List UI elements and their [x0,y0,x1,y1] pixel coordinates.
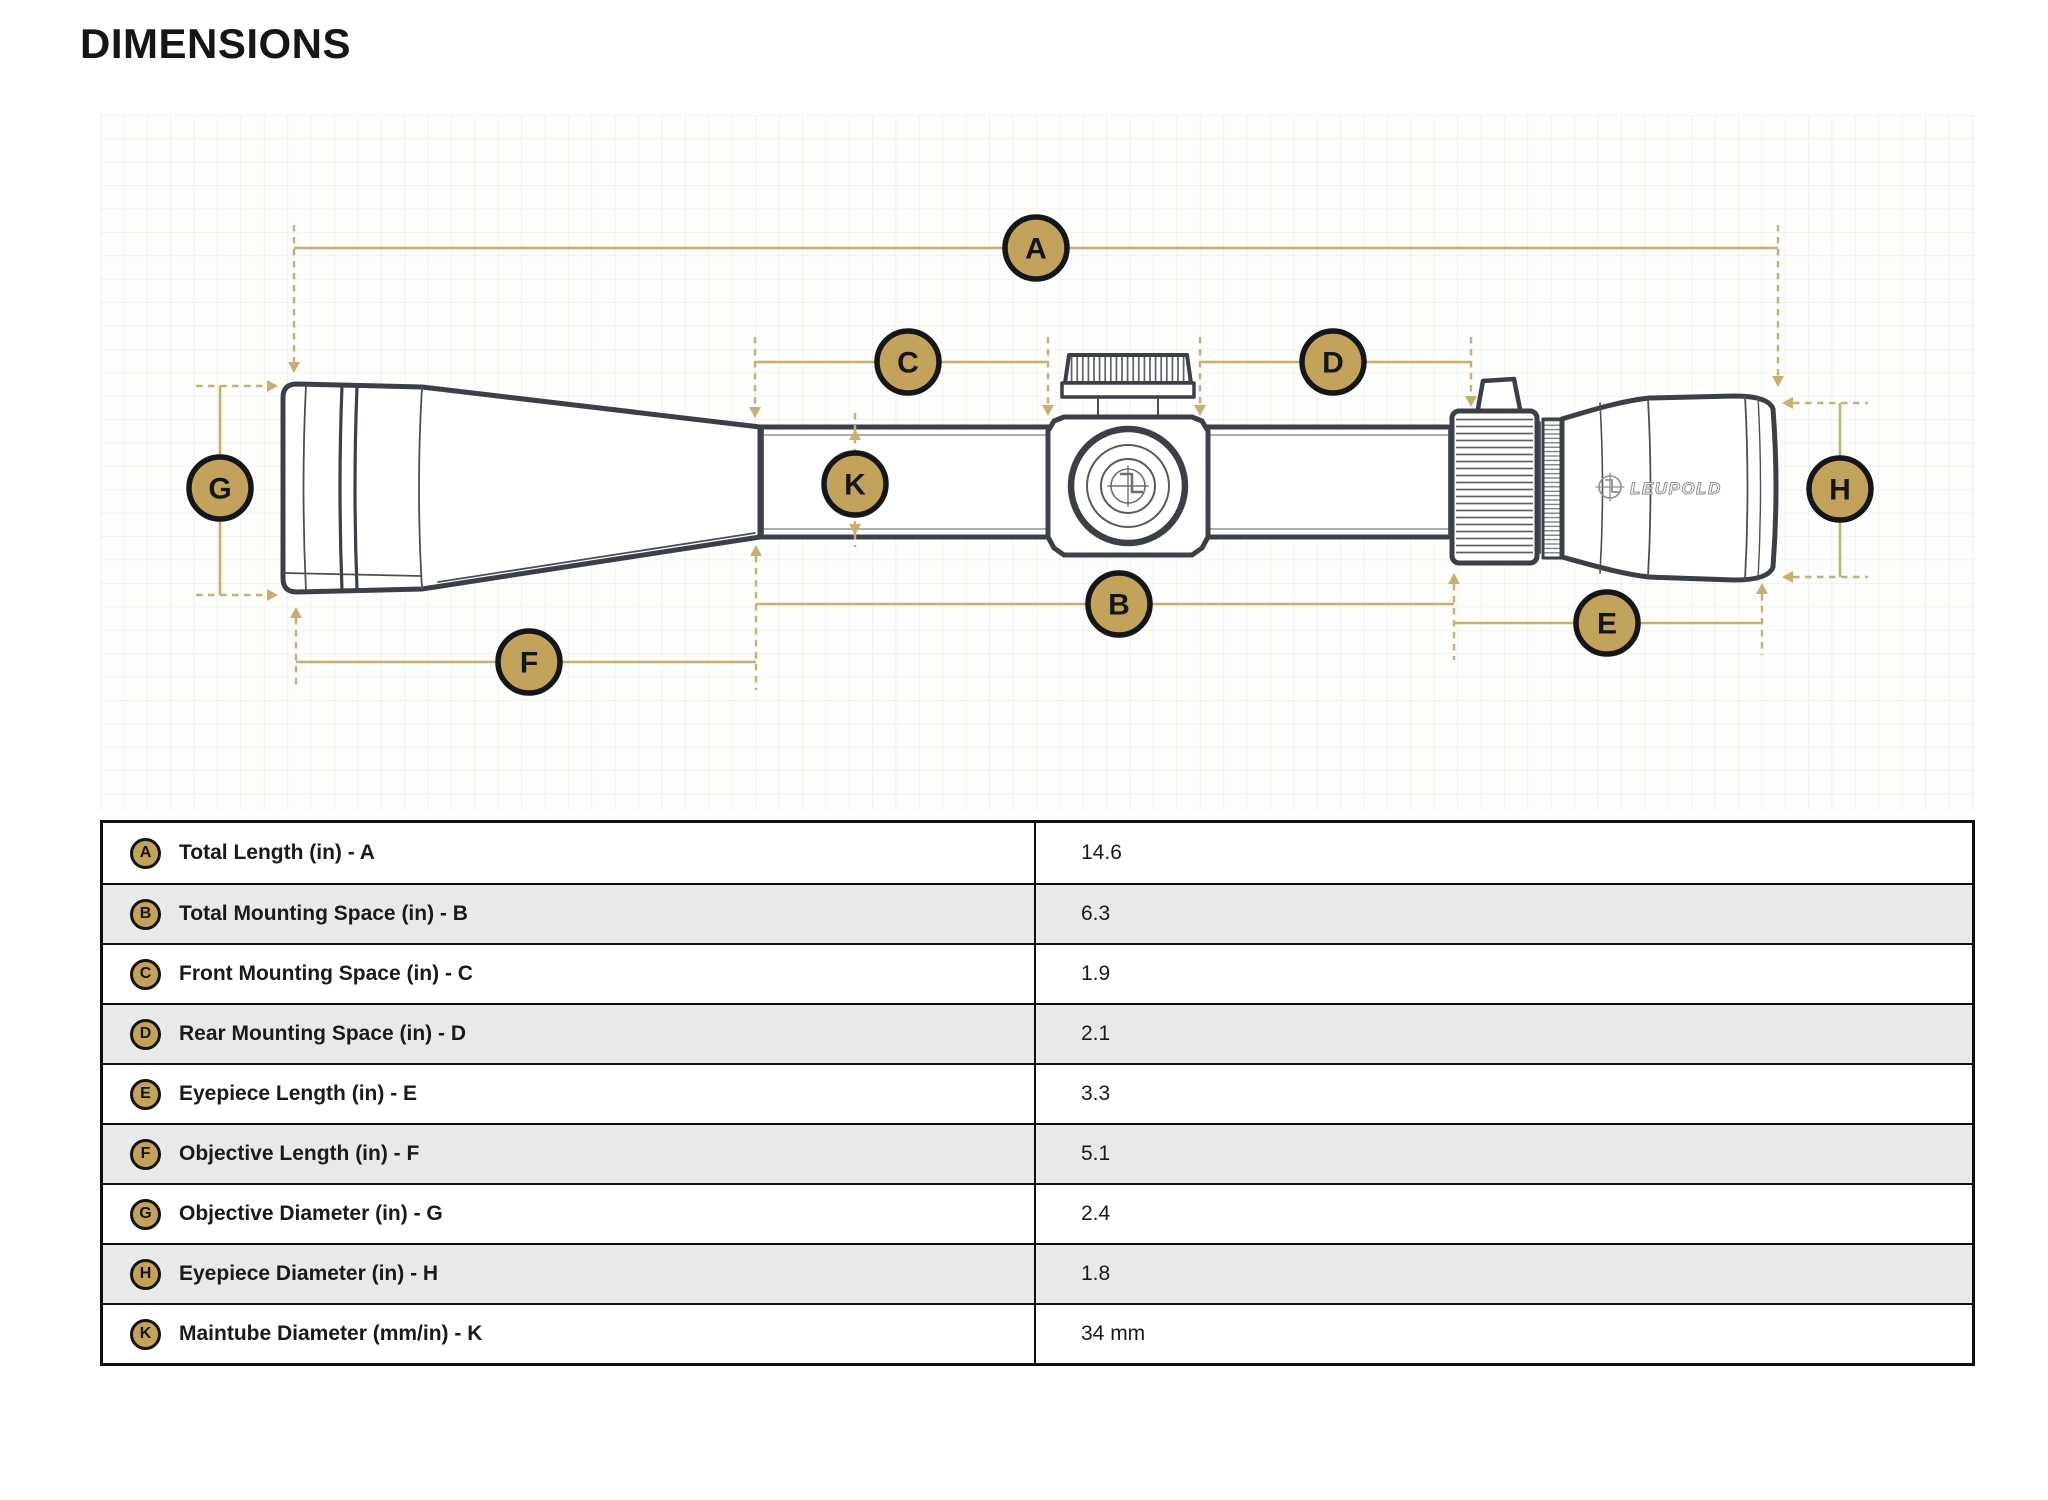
row-label: Eyepiece Diameter (in) - H [179,1262,439,1285]
dimensions-diagram [100,115,1975,810]
table-row [103,1183,1972,1243]
row-value: 34 mm [1081,1322,1146,1345]
row-value: 3.3 [1081,1082,1111,1105]
svg-text:C: C [897,346,919,380]
knurled-lock-ring [1540,419,1562,558]
table-row [103,943,1972,1003]
row-label: Front Mounting Space (in) - C [179,962,473,985]
row-badge: E [130,1079,161,1110]
row-badge: D [130,1019,161,1050]
callout-b [1088,573,1150,635]
callout-d [1302,331,1364,393]
dimensions-table [100,820,1975,1366]
row-badge: A [130,838,161,869]
row-badge: C [130,959,161,990]
main-tube-rear [1208,427,1452,537]
page-title: DIMENSIONS [80,20,352,67]
row-value: 6.3 [1081,902,1111,925]
row-label: Total Mounting Space (in) - B [179,902,468,925]
power-selector-ring [1452,411,1537,563]
callout-h [1809,458,1871,520]
row-label: Total Length (in) - A [179,841,375,864]
svg-text:D: D [1322,346,1344,380]
svg-text:H: H [1829,473,1851,507]
row-badge: G [130,1199,161,1230]
row-value: 2.4 [1081,1202,1111,1225]
row-label: Objective Diameter (in) - G [179,1202,443,1225]
row-label: Rear Mounting Space (in) - D [179,1022,467,1045]
eyepiece [1562,396,1776,580]
table-row [103,823,1972,883]
row-label: Maintube Diameter (mm/in) - K [179,1322,483,1345]
row-value: 2.1 [1081,1022,1111,1045]
windage-turret-face [1071,429,1185,543]
row-badge: B [130,899,161,930]
row-value: 1.8 [1081,1262,1111,1285]
callout-k [824,453,886,515]
table-row [103,1243,1972,1303]
svg-text:F: F [519,646,539,680]
svg-text:B: B [1108,588,1130,622]
row-badge: K [130,1319,161,1350]
table-row [103,1123,1972,1183]
row-label: Objective Length (in) - F [179,1142,420,1165]
svg-text:K: K [844,468,866,502]
row-value: 14.6 [1081,841,1122,864]
svg-text:A: A [1025,232,1047,266]
callout-g [189,457,251,519]
table-row [103,1303,1972,1363]
svg-text:E: E [1596,607,1618,641]
row-value: 5.1 [1081,1142,1111,1165]
table-row [103,1063,1972,1123]
table-row [103,883,1972,943]
main-tube-front [760,427,1048,537]
callout-f [498,631,560,693]
callout-c [877,331,939,393]
callout-a [1005,217,1067,279]
row-badge: F [130,1139,161,1170]
scope-diagram-svg [100,115,1975,810]
table-row [103,1003,1972,1063]
brand-wordmark: LEUPOLD [1630,479,1722,498]
row-label: Eyepiece Length (in) - E [179,1082,418,1105]
row-value: 1.9 [1081,962,1111,985]
svg-text:G: G [208,472,232,506]
row-badge: H [130,1259,161,1290]
callout-e [1576,592,1638,654]
